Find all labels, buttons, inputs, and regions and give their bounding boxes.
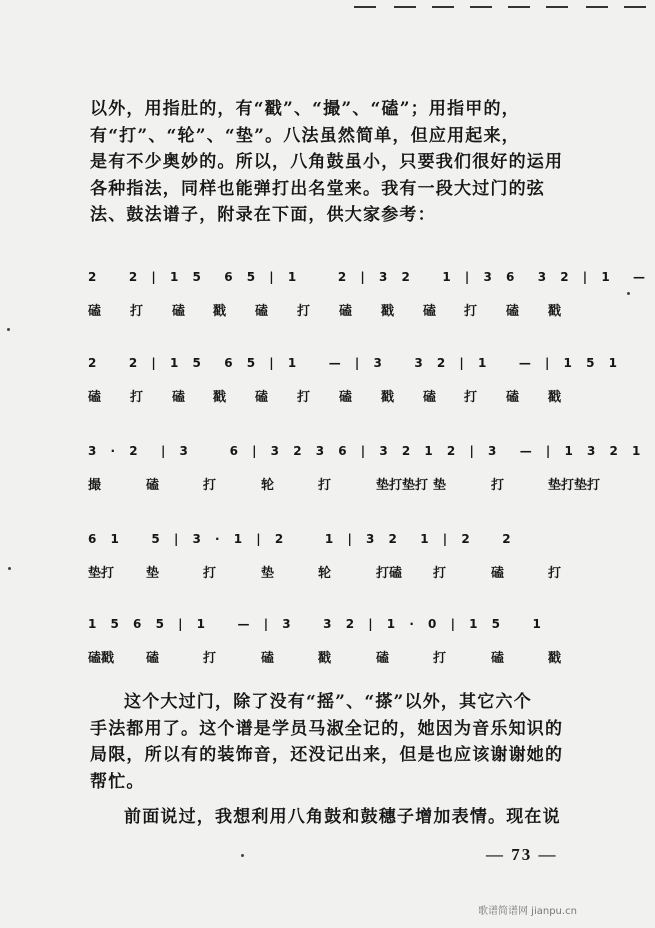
stroke-label: 磕 xyxy=(339,390,353,405)
stroke-label: 打 xyxy=(203,566,217,581)
stroke-label: 垫打垫打 xyxy=(548,478,601,493)
notation-line: 1 5 6 5 | 1 — | 3 3 2 | 1 · 0 | 1 5 1 xyxy=(88,617,546,631)
stroke-label: 磕戳 xyxy=(88,651,115,666)
notation-line: 3 · 2 | 3 6 | 3 2 3 6 | 3 2 1 2 | 3 — | 1 3 2 1 xyxy=(88,444,646,458)
stroke-label: 打 xyxy=(464,390,478,405)
stroke-label: 打 xyxy=(433,651,447,666)
stroke-label: 磕 xyxy=(172,304,186,319)
notation-line: 2 2 | 1 5 6 5 | 1 — | 3 3 2 | 1 — | 1 5 1 xyxy=(88,356,622,370)
stroke-label: 打 xyxy=(464,304,478,319)
stroke-label: 磕 xyxy=(491,651,505,666)
stroke-label: 磕 xyxy=(88,304,102,319)
stroke-label: 戳 xyxy=(381,304,395,319)
stroke-label: 戳 xyxy=(213,304,227,319)
text-line: 这个大过门，除了没有“摇”、“搽”以外，其它六个 xyxy=(124,692,532,712)
stroke-label: 垫 xyxy=(261,566,275,581)
stroke-label: 磕 xyxy=(146,478,160,493)
stroke-label: 垫打 xyxy=(88,566,115,581)
stroke-label: 打 xyxy=(203,651,217,666)
stroke-label: 戳 xyxy=(213,390,227,405)
stroke-labels xyxy=(88,562,588,582)
stroke-label: 垫 xyxy=(146,566,160,581)
stroke-labels xyxy=(88,647,588,667)
paragraph-commentary xyxy=(90,689,590,795)
stroke-label: 打 xyxy=(130,390,144,405)
scan-speck xyxy=(8,567,11,570)
stroke-label: 磕 xyxy=(506,304,520,319)
stroke-labels xyxy=(88,474,601,494)
stroke-label: 磕 xyxy=(506,390,520,405)
text-line: 局限，所以有的装饰音，还没记出来，但是也应该谢谢她的 xyxy=(90,745,564,766)
stroke-label: 磕 xyxy=(255,304,269,319)
stroke-label: 打 xyxy=(297,304,311,319)
stroke-label: 垫 xyxy=(433,478,447,493)
stroke-label: 磕 xyxy=(88,390,102,405)
stroke-label: 打 xyxy=(318,478,332,493)
text-line: 前面说过，我想利用八角鼓和鼓穗子增加表情。现在说 xyxy=(124,807,561,827)
notation-line: 2 2 | 1 5 6 5 | 1 2 | 3 2 1 | 3 6 3 2 | 1 — xyxy=(88,270,651,284)
text-line: 法、鼓法谱子，附录在下面，供大家参考： xyxy=(90,205,436,226)
stroke-label: 戳 xyxy=(548,651,562,666)
stroke-label: 轮 xyxy=(261,478,275,493)
score-row xyxy=(88,444,646,493)
stroke-label: 打 xyxy=(297,390,311,405)
stroke-label: 打 xyxy=(491,478,505,493)
paragraph-intro xyxy=(90,96,590,229)
stroke-label: 打 xyxy=(548,566,562,581)
stroke-labels xyxy=(88,300,588,320)
text-line: 帮忙。 xyxy=(90,771,145,792)
stroke-label: 打磕 xyxy=(376,566,403,581)
text-line: 手法都用了。这个谱是学员马淑全记的，她因为音乐知识的 xyxy=(90,718,564,739)
stroke-labels xyxy=(88,386,588,406)
text-line: 各种指法，同样也能弹打出名堂来。我有一段大过门的弦 xyxy=(90,178,545,199)
stroke-label: 戳 xyxy=(548,390,562,405)
stroke-label: 磕 xyxy=(339,304,353,319)
page-number: — 73 — xyxy=(486,845,558,864)
stroke-label: 磕 xyxy=(255,390,269,405)
watermark: 歌谱简谱网 jianpu.cn xyxy=(478,906,577,917)
text-line: 有“打”、“轮”、“垫”。八法虽然简单，但应用起来， xyxy=(90,125,520,146)
stroke-label: 磕 xyxy=(423,304,437,319)
stroke-label: 打 xyxy=(130,304,144,319)
scan-speck xyxy=(627,292,630,295)
text-line: 是有不少奥妙的。所以，八角鼓虽小，只要我们很好的运用 xyxy=(90,152,564,173)
stroke-label: 戳 xyxy=(381,390,395,405)
stroke-label: 磕 xyxy=(491,566,505,581)
stroke-label: 打 xyxy=(203,478,217,493)
text-line: 以外，用指肚的，有“戳”、“撮”、“磕”；用指甲的， xyxy=(90,99,520,119)
stroke-label: 垫打垫打 xyxy=(376,478,429,493)
paragraph-continuation xyxy=(90,804,590,831)
stroke-label: 磕 xyxy=(172,390,186,405)
score-row xyxy=(88,270,651,319)
stroke-label: 轮 xyxy=(318,566,332,581)
score-row xyxy=(88,617,588,666)
stroke-label: 戳 xyxy=(318,651,332,666)
stroke-label: 打 xyxy=(433,566,447,581)
stroke-label: 磕 xyxy=(146,651,160,666)
score-row xyxy=(88,532,588,581)
stroke-label: 磕 xyxy=(423,390,437,405)
stroke-label: 磕 xyxy=(261,651,275,666)
scan-speck xyxy=(241,854,244,857)
notation-line: 6 1 5 | 3 · 1 | 2 1 | 3 2 1 | 2 2 xyxy=(88,532,516,546)
stroke-label: 撮 xyxy=(88,478,102,493)
stroke-label: 磕 xyxy=(376,651,390,666)
stroke-label: 戳 xyxy=(548,304,562,319)
scan-speck xyxy=(7,328,10,331)
score-row xyxy=(88,356,622,405)
